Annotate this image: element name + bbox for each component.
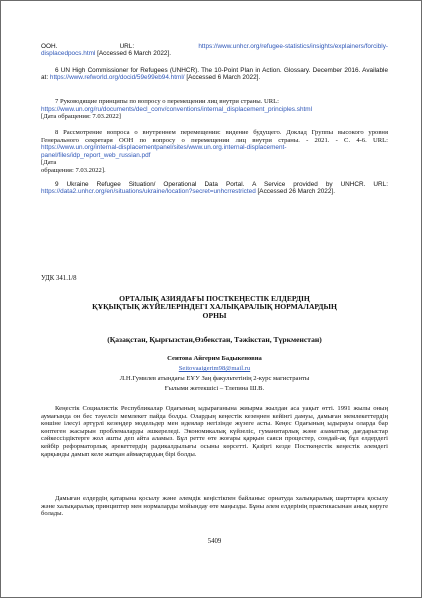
footnote-9 <box>41 181 388 196</box>
footnote-5 <box>41 43 388 58</box>
footnote-9-link[interactable]: https://data2.unhcr.org/en/situations/ukraine/location?secret=unhcrrestricted <box>41 188 256 196</box>
footnote-7-text: 7 Руководящие принципы по вопросу о перемещении лиц внутри страны. URL: <box>55 98 279 105</box>
body-paragraph-1 <box>41 405 388 458</box>
body-paragraph-2-text: Дамыған елдердің қатарына қосылу және әлемдік кеңістікпен байланыс орнатуда халықаралық шарттарға қосылу және халықаралық принциптер мен нормаларды мойындау өте маңызды. Бұны әлем елдерінің практикасынан анық көруге болады. <box>41 495 388 518</box>
footnote-9-text: 9 Ukraine Refugee Situation/ Operational Data Portal. A Service provided by UNHCR. URL: <box>55 181 388 188</box>
author-affiliation: Л.Н.Гумилев атындағы ЕҰУ Заң факультетінің 2-курс магистранты <box>119 375 310 382</box>
author-name: Сеитова Айгерим Бадыкеновна <box>167 355 262 362</box>
footnote-8 <box>41 129 388 175</box>
body-paragraph-2 <box>41 495 388 518</box>
footnote-5-link[interactable]: https://www.unhcr.org/refugee-statistics/insights/explainers/forcibly-displacedpocs.html <box>41 43 389 58</box>
body-paragraph-1-text: Кеңестік Социалистік Республикалар Одағының ыдырағанына жиырма жылдан аса уақыт өтті. 1991 жылы оның аумағында он бес тәуелсіз мемлекет пайда болды. Олардың кеңестік кезеңнен кейінгі дамуы, дамыған мемлекеттердің көшіне ілесуі әртүрлі кезеңдер модельдер мен идеялар негізінде жүзеге асты. Кеңес Одағының ыдырауы оларда бар көптеген жасырын проблемаларды әшкереледі. Экономикалық күйзеліс, гуманитарлық және азаматтық дағдарыстар сәйкессіздіктерге жол ашты деп айта аламыз. Бұл ретте өте жоғары қарқын саяси процестер, сондай-ақ бұл елдердегі кейбір реформаторлық әрекеттердің радикалдылығы осыны көрсетті. Қазіргі кезде Посткеңестік кеңестік әлемдегі қарқынды дамып келе жатқан аймақтардың бірі болды. <box>41 405 388 458</box>
footnote-6-text: 6 UN High Commissioner for Refugees (UNHCR). The 10-Point Plan in Action. Glossary. December 2016. Available at: <box>41 67 388 82</box>
footnote-7-link[interactable]: https://www.un.org/ru/documents/decl_conv/conventions/internal_displacement_principles.shtml <box>41 105 313 113</box>
udc-code: УДК 341.1/8 <box>41 275 77 282</box>
footnote-8-tail-2: обращения: 7.03.2022]. <box>41 166 106 174</box>
footnote-9-tail: [Accessed 26 March 2022]. <box>257 188 335 196</box>
footnote-6 <box>41 67 388 82</box>
footnote-5-lead: ООН. <box>41 43 58 50</box>
author-email-link[interactable]: Seitovaaigerim98@mail.ru <box>178 365 251 372</box>
title-line-1: ОРТАЛЫҚ АЗИЯДАҒЫ ПОСТКЕҢЕСТІК ЕЛДЕРДІҢ <box>119 294 310 303</box>
footnote-8-text: 8 Рассмотрение вопроса о внутреннем перемещении: видение будущего. Доклад Группы высокого уровня Генерального секретаря ООН по вопросу о перемещении лиц внутри страны. - 2021. - С. 4-6. URL: <box>41 129 388 144</box>
footnote-7 <box>41 98 388 121</box>
footnote-6-tail: [Accessed 6 March 2022]. <box>186 74 261 82</box>
article-title <box>41 295 388 320</box>
footnote-8-tail-1: [Дата <box>41 159 57 167</box>
footnote-7-tail: [Дата обращения: 7.03.2022] <box>41 113 122 121</box>
title-line-3: ОРНЫ <box>202 310 227 320</box>
footnote-5-tail: [Accessed 6 March 2022]. <box>97 50 172 58</box>
title-line-2: ҚҰҚЫҚТЫҚ ЖҮЙЕЛЕРІНДЕГІ ХАЛЫҚАРАЛЫҚ НОРМАЛАРДЫҢ <box>92 302 337 312</box>
author-email-wrap <box>41 365 388 373</box>
footnote-5-url-label: URL: <box>119 43 135 50</box>
author-supervisor: Ғылыми жетекшісі – Тлепина Ш.В. <box>164 385 265 392</box>
title-countries: (Қазақстан, Қырғызстан,Өзбекстан, Тәжікстан, Түркменстан) <box>107 335 322 344</box>
footnote-6-link[interactable]: https://www.refworld.org/docid/59e99eb94.html/ <box>49 74 185 82</box>
page-number: 5409 <box>207 538 222 545</box>
footnote-8-link[interactable]: https://www.un.org/internal-displacementpanel/sites/www.un.org.internal-displacement-panel/files/idp_report_web_russian.pdf <box>41 144 287 159</box>
